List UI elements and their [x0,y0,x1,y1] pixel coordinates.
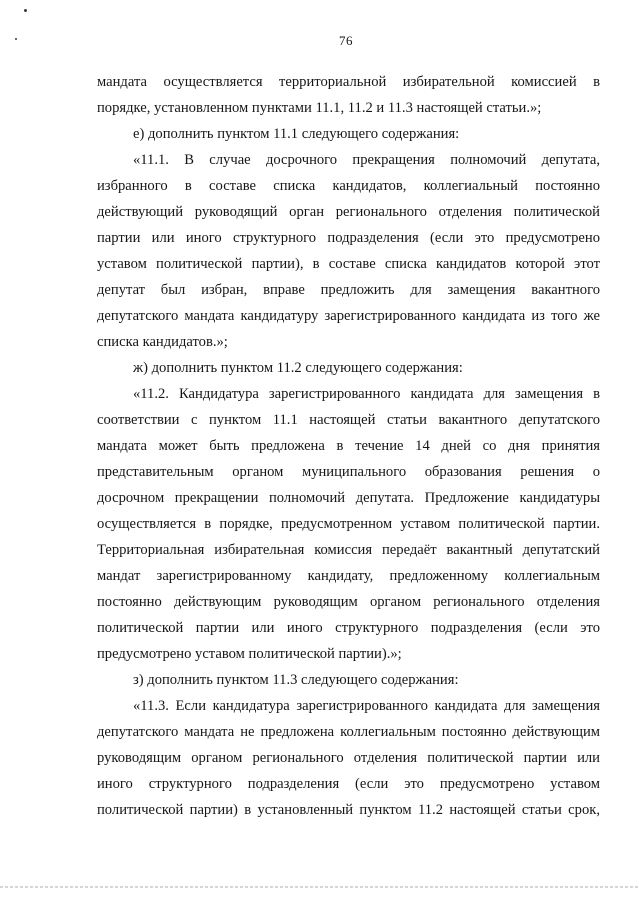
text-line: соответствии с пунктом 11.1 настоящей статьи вакантного депутатского [97,412,600,428]
text-line: политической партии) в установленный пунктом 11.2 настоящей статьи срок, [97,802,600,818]
text-line: списка кандидатов.»; [97,334,228,350]
text-line: политической партии или иного структурного подразделения (если это [97,620,600,636]
text-line: депутатского мандата не предложена коллегиальным постоянно действующим [97,724,600,740]
text-line: порядке, установленном пунктами 11.1, 11.2 и 11.3 настоящей статьи.»; [97,100,542,116]
scan-edge-line [0,886,639,888]
text-line: предусмотрено уставом политической партии).»; [97,646,402,662]
text-line: з) дополнить пунктом 11.3 следующего содержания: [133,672,459,688]
scan-speck [24,9,27,12]
text-line: избранного в составе списка кандидатов, коллегиальный постоянно [97,178,600,194]
text-line: досрочном прекращении полномочий депутата. Предложение кандидатуры [97,490,600,506]
text-line: иного структурного подразделения (если это предусмотрено уставом [97,776,600,792]
text-line: «11.1. В случае досрочного прекращения полномочий депутата, [133,152,600,168]
text-line: мандат зарегистрированному кандидату, предложенному коллегиальным [97,568,600,584]
text-line: Территориальная избирательная комиссия передаёт вакантный депутатский [97,542,600,558]
text-line: уставом политической партии), в составе списка кандидатов которой этот [97,256,600,272]
text-line: депутат был избран, вправе предложить для замещения вакантного [97,282,600,298]
text-line: е) дополнить пунктом 11.1 следующего содержания: [133,126,460,142]
text-line: мандата может быть предложена в течение 14 дней со дня принятия [97,438,600,454]
text-line: «11.3. Если кандидатура зарегистрированного кандидата для замещения [133,698,600,714]
text-line: ж) дополнить пунктом 11.2 следующего содержания: [133,360,463,376]
text-line: действующий руководящий орган регионального отделения политической [97,204,600,220]
text-line: постоянно действующим руководящим органом регионального отделения [97,594,600,610]
text-line: «11.2. Кандидатура зарегистрированного кандидата для замещения в [133,386,600,402]
document-body [97,69,600,823]
text-line: партии или иного структурного подразделения (если это предусмотрено [97,230,600,246]
text-line: депутатского мандата кандидатуру зарегистрированного кандидата из того же [97,308,600,324]
text-line: мандата осуществляется территориальной избирательной комиссией в [97,74,600,90]
page-number: 76 [339,33,353,48]
text-line: осуществляется в порядке, предусмотренном уставом политической партии. [97,516,600,532]
text-line: представительным органом муниципального образования решения о [97,464,600,480]
text-line: руководящим органом регионального отделения политической партии или [97,750,600,766]
